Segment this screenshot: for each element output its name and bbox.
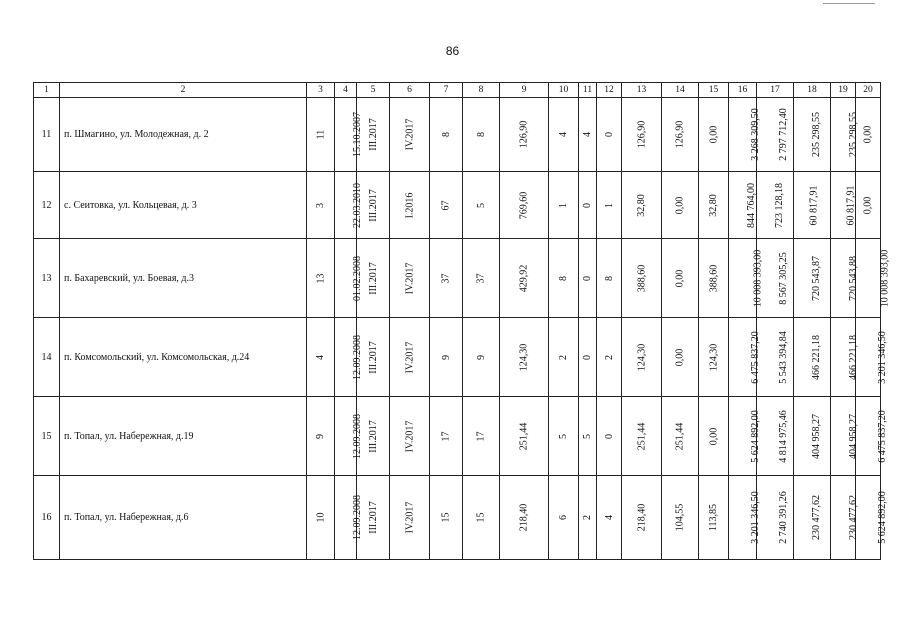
table-cell-col-6 <box>390 476 430 560</box>
table-cell-col-1: 11 <box>34 98 60 172</box>
table-cell-col-20 <box>856 98 881 172</box>
table-cell-col-7 <box>430 172 463 239</box>
cell-text: 5 624 892,00 <box>749 409 761 463</box>
table-cell-col-19 <box>831 318 859 397</box>
table-cell-col-17 <box>757 397 794 476</box>
table-cell-col-6 <box>390 239 430 318</box>
table-cell-col-12 <box>597 476 622 560</box>
cell-text: 0 <box>582 354 593 360</box>
cell-text: 4 814 975,46 <box>777 409 789 463</box>
table-cell-col-14 <box>662 476 699 560</box>
table-cell-col-4 <box>335 239 363 318</box>
corner-mark <box>823 0 875 4</box>
column-header-10: 10 <box>549 83 579 98</box>
cell-text: 15 <box>440 512 452 523</box>
cell-text: 429,92 <box>518 264 530 292</box>
table-cell-col-12 <box>597 98 622 172</box>
cell-text: 11 <box>314 129 326 140</box>
cell-text: 32,80 <box>636 193 647 217</box>
column-header-19: 19 <box>831 83 856 98</box>
cell-text: 4 <box>582 132 593 137</box>
cell-text: 6 <box>558 515 569 520</box>
table-cell-col-15 <box>699 239 729 318</box>
table-cell-col-13 <box>622 239 662 318</box>
cell-text: 235 298,55 <box>848 112 859 157</box>
table-cell-col-20 <box>856 397 888 476</box>
table-cell-col-14 <box>662 239 699 318</box>
cell-text: 6 475 837,20 <box>876 409 888 463</box>
table-cell-col-2: п. Топал, ул. Набережная, д.6 <box>60 476 307 560</box>
table-row <box>34 98 881 172</box>
table-cell-col-19 <box>831 239 859 318</box>
table-cell-col-6 <box>390 397 430 476</box>
cell-text: I.2016 <box>404 192 415 218</box>
cell-text: 4 <box>603 515 615 520</box>
table-cell-col-4 <box>335 98 363 172</box>
cell-text: 126,90 <box>674 120 686 149</box>
table-row <box>34 476 881 560</box>
cell-text: 388,60 <box>636 264 647 292</box>
cell-text: III.2017 <box>367 419 379 453</box>
column-header-16: 16 <box>729 83 757 98</box>
table-cell-col-3 <box>307 476 335 560</box>
table-cell-col-16 <box>729 318 761 397</box>
table-cell-col-10 <box>549 239 579 318</box>
cell-text: IV.2017 <box>403 420 415 452</box>
table-cell-col-7 <box>430 476 463 560</box>
table-cell-col-16 <box>729 239 764 318</box>
table-cell-col-13 <box>622 397 662 476</box>
table-cell-col-7 <box>430 239 463 318</box>
table-cell-col-20 <box>856 318 888 397</box>
table-cell-col-19 <box>831 476 859 560</box>
table-cell-col-15 <box>699 98 729 172</box>
table-cell-col-14 <box>662 397 699 476</box>
table-cell-col-14 <box>662 98 699 172</box>
cell-text: III.2017 <box>367 118 379 151</box>
cell-text: 113,85 <box>707 503 719 532</box>
table-cell-col-16 <box>729 476 761 560</box>
table-cell-col-18 <box>794 98 831 172</box>
table-cell-col-10 <box>549 476 579 560</box>
cell-text: 0,00 <box>674 196 686 214</box>
table-cell-col-8 <box>463 239 500 318</box>
table-cell-col-3 <box>307 98 335 172</box>
cell-text: 1 <box>558 202 569 208</box>
cell-text: 723 128,18 <box>774 182 785 228</box>
table-cell-col-3 <box>307 172 335 239</box>
table-cell-col-13 <box>622 172 662 239</box>
cell-text: 404 958,27 <box>848 413 859 459</box>
cell-text: 124,30 <box>708 343 719 371</box>
cell-text: 104,55 <box>674 503 686 532</box>
cell-text: 769,60 <box>518 191 530 219</box>
cell-text: 17 <box>475 431 487 441</box>
table-cell-col-10 <box>549 318 579 397</box>
table-cell-col-12 <box>597 397 622 476</box>
cell-text: 124,30 <box>518 343 530 371</box>
column-header-17: 17 <box>757 83 794 98</box>
column-header-18: 18 <box>794 83 831 98</box>
column-header-12: 12 <box>597 83 622 98</box>
column-header-14: 14 <box>662 83 699 98</box>
table-cell-col-4 <box>335 318 363 397</box>
cell-text: 251,44 <box>674 422 686 450</box>
table-cell-col-14 <box>662 172 699 239</box>
cell-text: 251,44 <box>636 422 647 450</box>
table-cell-col-3 <box>307 397 335 476</box>
cell-text: 235 298,55 <box>811 112 822 157</box>
table-cell-col-9 <box>500 239 549 318</box>
cell-text: 8 <box>558 275 569 281</box>
cell-text: III.2017 <box>367 261 379 295</box>
cell-text: 37 <box>440 273 452 283</box>
cell-text: III.2017 <box>367 188 379 222</box>
cell-text: 15 <box>475 512 487 523</box>
cell-text: III.2017 <box>367 340 379 374</box>
table-cell-col-12 <box>597 172 622 239</box>
table-cell-col-18 <box>794 476 831 560</box>
table-cell-col-9 <box>500 476 549 560</box>
cell-text: 4 <box>558 132 569 137</box>
cell-text: 0,00 <box>862 125 874 144</box>
table-cell-col-6 <box>390 172 430 239</box>
table-row <box>34 239 881 318</box>
cell-text: 3 <box>315 202 326 208</box>
cell-text: 251,44 <box>518 422 530 450</box>
table-cell-col-10 <box>549 397 579 476</box>
table-row <box>34 397 881 476</box>
table-cell-col-4 <box>335 172 363 239</box>
cell-text: 124,30 <box>636 343 647 371</box>
register-table <box>33 82 891 560</box>
cell-text: 2 740 391,26 <box>777 491 789 544</box>
cell-text: 2 797 712,40 <box>777 108 789 161</box>
table-cell-col-2: п. Комсомольский, ул. Комсомольская, д.24 <box>60 318 307 397</box>
table-cell-col-2: п. Бахаревский, ул. Боевая, д.3 <box>60 239 307 318</box>
cell-text: IV.2017 <box>403 262 415 294</box>
page-number: 86 <box>445 44 460 58</box>
cell-text: 720 543,87 <box>811 255 822 301</box>
cell-text: 0,00 <box>674 348 686 366</box>
cell-text: 5 624 892,00 <box>876 491 888 544</box>
table-cell-col-1: 15 <box>34 397 60 476</box>
table-cell-col-17 <box>757 476 794 560</box>
table-cell-col-11 <box>579 239 597 318</box>
cell-text: IV.2017 <box>403 118 415 151</box>
table-cell-col-7 <box>430 98 463 172</box>
cell-text: 10 008 393,00 <box>752 249 764 307</box>
column-header-7: 7 <box>430 83 463 98</box>
table-cell-col-19 <box>831 172 856 239</box>
table-row <box>34 318 881 397</box>
table-cell-col-9 <box>500 318 549 397</box>
table-cell-col-1: 14 <box>34 318 60 397</box>
cell-text: 2 <box>582 515 593 520</box>
column-header-9: 9 <box>500 83 549 98</box>
cell-text: 0,00 <box>674 269 686 287</box>
cell-text: 3 201 346,50 <box>876 330 888 384</box>
table-cell-col-3 <box>307 239 335 318</box>
cell-text: 60 817,91 <box>845 185 857 225</box>
table-cell-col-9 <box>500 98 549 172</box>
cell-text: 5 <box>475 202 487 208</box>
table-cell-col-19 <box>831 98 859 172</box>
table-cell-col-15 <box>699 476 729 560</box>
table-cell-col-6 <box>390 98 430 172</box>
table-cell-col-17 <box>757 172 794 239</box>
table-cell-col-9 <box>500 397 549 476</box>
column-header-3: 3 <box>307 83 335 98</box>
cell-text: 10 008 393,00 <box>879 249 891 307</box>
cell-text: 8 567 305,25 <box>777 251 789 305</box>
cell-text: 9 <box>315 433 326 439</box>
cell-text: IV.2017 <box>403 501 415 534</box>
cell-text: 01.02.2008 <box>352 255 363 301</box>
table-cell-col-1: 12 <box>34 172 60 239</box>
column-header-11: 11 <box>579 83 597 98</box>
table-cell-col-15 <box>699 172 729 239</box>
cell-text: 8 <box>440 132 452 137</box>
table-cell-col-12 <box>597 318 622 397</box>
cell-text: 230 477,62 <box>848 495 859 540</box>
table-cell-col-2: п. Топал, ул. Набережная, д.19 <box>60 397 307 476</box>
table-cell-col-12 <box>597 239 622 318</box>
table-cell-col-20 <box>856 476 888 560</box>
table-cell-col-18 <box>794 397 831 476</box>
table-cell-col-18 <box>794 172 831 239</box>
column-header-8: 8 <box>463 83 500 98</box>
table-cell-col-11 <box>579 98 597 172</box>
cell-text: 0 <box>582 275 593 281</box>
table-cell-col-1: 16 <box>34 476 60 560</box>
column-header-4: 4 <box>335 83 357 98</box>
cell-text: 12.09.2008 <box>352 495 363 540</box>
table-cell-col-7 <box>430 318 463 397</box>
cell-text: 6 475 837,20 <box>749 330 761 384</box>
table-cell-col-8 <box>463 318 500 397</box>
cell-text: III.2017 <box>367 501 379 534</box>
cell-text: 5 543 394,84 <box>777 330 789 384</box>
table-cell-col-13 <box>622 318 662 397</box>
cell-text: 60 817,91 <box>808 185 820 225</box>
table-cell-col-18 <box>794 318 831 397</box>
cell-text: 3 201 346,50 <box>749 491 761 544</box>
header-row <box>34 83 881 98</box>
column-header-5: 5 <box>357 83 390 98</box>
cell-text: 404 958,27 <box>811 413 822 459</box>
cell-text: 388,60 <box>708 264 719 292</box>
table-cell-col-10 <box>549 172 579 239</box>
table-cell-col-17 <box>757 98 794 172</box>
cell-text: 720 543,88 <box>848 255 859 301</box>
table-cell-col-14 <box>662 318 699 397</box>
table-cell-col-8 <box>463 98 500 172</box>
column-header-20: 20 <box>856 83 881 98</box>
table-cell-col-2: с. Сеитовка, ул. Кольцевая, д. 3 <box>60 172 307 239</box>
cell-text: 230 477,62 <box>811 495 822 540</box>
table-cell-col-11 <box>579 397 597 476</box>
table-cell-col-13 <box>622 98 662 172</box>
table-cell-col-3 <box>307 318 335 397</box>
cell-text: 17 <box>440 431 452 441</box>
table-cell-col-4 <box>335 397 363 476</box>
table-cell-col-15 <box>699 318 729 397</box>
table-cell-col-11 <box>579 172 597 239</box>
cell-text: 8 <box>603 275 615 281</box>
cell-text: 126,90 <box>636 120 647 149</box>
table-cell-col-20 <box>856 239 891 318</box>
table-cell-col-2: п. Шмагино, ул. Молодежная, д. 2 <box>60 98 307 172</box>
cell-text: 32,80 <box>708 193 719 217</box>
table-cell-col-1: 13 <box>34 239 60 318</box>
table-cell-col-18 <box>794 239 831 318</box>
cell-text: 13 <box>315 273 326 283</box>
cell-text: 0 <box>603 132 615 137</box>
table-cell-col-9 <box>500 172 549 239</box>
table-cell-col-11 <box>579 476 597 560</box>
cell-text: 9 <box>440 354 452 360</box>
cell-text: 0,00 <box>862 196 874 214</box>
table-cell-col-20 <box>856 172 881 239</box>
table-cell-col-10 <box>549 98 579 172</box>
column-header-15: 15 <box>699 83 729 98</box>
table-cell-col-16 <box>729 98 761 172</box>
table-cell-col-11 <box>579 318 597 397</box>
cell-text: 9 <box>475 354 487 360</box>
cell-text: 67 <box>440 200 452 210</box>
cell-text: 2 <box>603 354 615 360</box>
table-cell-col-16 <box>729 172 757 239</box>
cell-text: 844 764,00 <box>746 182 757 228</box>
cell-text: 8 <box>475 132 487 137</box>
table-cell-col-16 <box>729 397 761 476</box>
table-row <box>34 172 881 239</box>
cell-text: 0,00 <box>708 427 719 445</box>
cell-text: 4 <box>315 354 326 360</box>
cell-text: 5 <box>582 433 593 439</box>
table-body <box>34 98 891 560</box>
table-cell-col-4 <box>335 476 363 560</box>
table-cell-col-8 <box>463 397 500 476</box>
cell-text: 10 <box>315 512 326 523</box>
table-cell-col-8 <box>463 476 500 560</box>
cell-text: 3 268 309,50 <box>749 108 761 161</box>
cell-text: 218,40 <box>636 503 647 532</box>
table-cell-col-7 <box>430 397 463 476</box>
column-header-1: 1 <box>34 83 60 98</box>
cell-text: 15.10.2007 <box>352 112 363 157</box>
cell-text: 1 <box>603 202 615 208</box>
table-cell-col-19 <box>831 397 859 476</box>
cell-text: 12.09.2008 <box>352 334 363 380</box>
cell-text: 0 <box>603 433 615 439</box>
cell-text: 218,40 <box>518 503 530 532</box>
table-cell-col-17 <box>757 318 794 397</box>
cell-text: 466 221,18 <box>848 334 859 380</box>
column-header-6: 6 <box>390 83 430 98</box>
table-cell-col-15 <box>699 397 729 476</box>
cell-text: 0 <box>582 202 593 208</box>
cell-text: 5 <box>558 433 569 439</box>
cell-text: 466 221,18 <box>811 334 822 380</box>
cell-text: 126,90 <box>518 120 530 149</box>
cell-text: 37 <box>475 273 487 283</box>
cell-text: 22.03.2010 <box>352 182 363 228</box>
cell-text: 2 <box>558 354 569 360</box>
column-header-13: 13 <box>622 83 662 98</box>
column-header-2: 2 <box>60 83 307 98</box>
table-cell-col-8 <box>463 172 500 239</box>
cell-text: 12.09.2008 <box>352 413 363 459</box>
cell-text: 0,00 <box>708 125 719 144</box>
cell-text: IV.2017 <box>403 341 415 373</box>
table-cell-col-6 <box>390 318 430 397</box>
table-cell-col-13 <box>622 476 662 560</box>
